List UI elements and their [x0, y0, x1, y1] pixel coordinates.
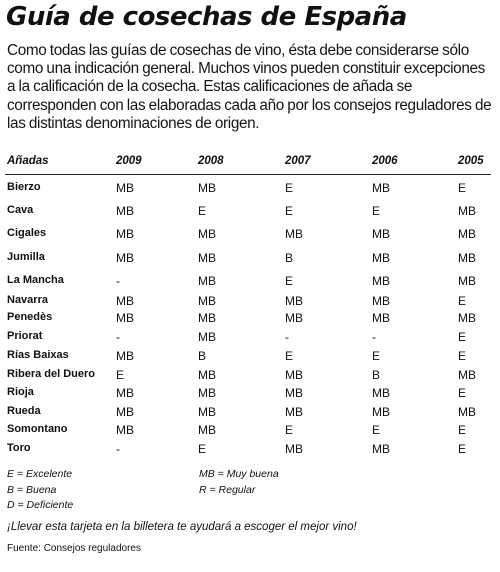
rating-cell-2009: MB: [116, 204, 134, 218]
rating-cell-2006: MB: [372, 386, 390, 400]
rating-cell-2005: MB: [458, 274, 476, 288]
rating-cell-2005: MB: [458, 368, 476, 382]
rating-cell-2007: E: [285, 181, 294, 195]
rating-cell-2008: MB: [198, 294, 216, 308]
row-region: Priorat: [7, 330, 43, 342]
table-row: [0, 405, 500, 423]
legend-regular: R = Regular: [199, 484, 256, 496]
rating-cell-2005: E: [458, 181, 467, 195]
rating-cell-2007: B: [285, 251, 294, 265]
rating-cell-2008: MB: [198, 423, 216, 437]
intro-paragraph: Como todas las guías de cosechas de vino, ésta debe considerarse sólo como una indicación general. Muchos vinos pueden constituir excepciones a la calificación de la cosecha. Estas calificaciones de añada se corresponden con las elaboradas cada año por los consejos reguladores de las distintas denominaciones de origen.: [7, 42, 492, 132]
rating-cell-2005: E: [458, 423, 467, 437]
row-region: Rueda: [7, 405, 41, 417]
rating-cell-2006: B: [372, 368, 381, 382]
row-region: Ribera del Duero: [7, 368, 96, 380]
rating-cell-2007: MB: [285, 386, 303, 400]
rating-cell-2008: E: [198, 442, 207, 456]
row-region: Rioja: [7, 386, 34, 398]
rating-cell-2007: MB: [285, 311, 303, 325]
rating-cell-2007: E: [285, 204, 294, 218]
rating-cell-2005: E: [458, 330, 467, 344]
rating-cell-2005: E: [458, 294, 467, 308]
row-region: Cava: [7, 204, 34, 216]
rating-cell-2005: MB: [458, 405, 476, 419]
rating-cell-2008: MB: [198, 227, 216, 241]
rating-cell-2006: E: [372, 349, 381, 363]
rating-cell-2008: E: [198, 204, 207, 218]
rating-cell-2007: E: [285, 423, 294, 437]
row-region: Jumilla: [7, 251, 45, 263]
tip-text: ¡Llevar esta tarjeta en la billetera te ayudará a escoger el mejor vino!: [7, 521, 357, 533]
legend-muy-buena: MB = Muy buena: [199, 468, 279, 480]
rating-cell-2009: MB: [116, 251, 134, 265]
table-row: [0, 386, 500, 404]
table-row: [0, 349, 500, 367]
rating-cell-2008: MB: [198, 368, 216, 382]
table-row: [0, 330, 500, 348]
header-divider: [5, 174, 491, 175]
rating-cell-2005: E: [458, 442, 467, 456]
rating-cell-2005: MB: [458, 311, 476, 325]
rating-cell-2005: E: [458, 386, 467, 400]
rating-cell-2006: MB: [372, 442, 390, 456]
source-note: Fuente: Consejos reguladores: [7, 543, 141, 554]
rating-cell-2008: MB: [198, 386, 216, 400]
rating-cell-2007: MB: [285, 442, 303, 456]
rating-cell-2006: MB: [372, 405, 390, 419]
table-row: [0, 181, 500, 199]
table-row: [0, 423, 500, 441]
table-row: [0, 274, 500, 292]
rating-cell-2006: MB: [372, 274, 390, 288]
table-row: [0, 442, 500, 460]
legend-excelente: E = Excelente: [7, 468, 73, 480]
row-region: Toro: [7, 442, 31, 454]
rating-cell-2006: MB: [372, 311, 390, 325]
row-region: Navarra: [7, 294, 48, 306]
rating-cell-2006: MB: [372, 227, 390, 241]
rating-cell-2007: -: [285, 330, 289, 344]
legend-buena: B = Buena: [7, 484, 57, 496]
rating-cell-2006: E: [372, 204, 381, 218]
rating-cell-2006: E: [372, 423, 381, 437]
rating-cell-2009: MB: [116, 386, 134, 400]
rating-cell-2009: -: [116, 274, 120, 288]
row-region: Cigales: [7, 227, 47, 239]
header-2009: 2009: [116, 155, 142, 167]
page-title: Guía de cosechas de España: [6, 2, 407, 32]
row-region: Rías Baixas: [7, 349, 69, 361]
rating-cell-2007: E: [285, 349, 294, 363]
legend-deficiente: D = Deficiente: [7, 499, 74, 511]
row-region: Penedès: [7, 311, 53, 323]
row-region: La Mancha: [7, 274, 64, 286]
rating-cell-2005: MB: [458, 251, 476, 265]
rating-cell-2005: E: [458, 349, 467, 363]
rating-cell-2009: MB: [116, 181, 134, 195]
table-row: [0, 227, 500, 245]
table-row: [0, 251, 500, 269]
rating-cell-2008: B: [198, 349, 207, 363]
rating-cell-2008: MB: [198, 330, 216, 344]
header-anadas: Añadas: [7, 155, 49, 167]
table-row: [0, 294, 500, 312]
rating-cell-2007: MB: [285, 405, 303, 419]
rating-cell-2009: -: [116, 330, 120, 344]
rating-cell-2009: MB: [116, 405, 134, 419]
rating-cell-2006: MB: [372, 294, 390, 308]
table-row: [0, 368, 500, 386]
rating-cell-2009: MB: [116, 227, 134, 241]
rating-cell-2008: MB: [198, 181, 216, 195]
rating-cell-2006: MB: [372, 251, 390, 265]
rating-cell-2007: E: [285, 274, 294, 288]
rating-cell-2009: -: [116, 442, 120, 456]
rating-cell-2005: MB: [458, 227, 476, 241]
rating-cell-2009: MB: [116, 423, 134, 437]
row-region: Somontano: [7, 423, 68, 435]
rating-cell-2006: -: [372, 330, 376, 344]
table-row: [0, 311, 500, 329]
header-2006: 2006: [372, 155, 398, 167]
rating-cell-2008: MB: [198, 405, 216, 419]
rating-cell-2008: MB: [198, 274, 216, 288]
header-2005: 2005: [458, 155, 484, 167]
rating-cell-2009: MB: [116, 294, 134, 308]
rating-cell-2007: MB: [285, 294, 303, 308]
rating-cell-2008: MB: [198, 251, 216, 265]
rating-cell-2007: MB: [285, 368, 303, 382]
rating-cell-2006: MB: [372, 181, 390, 195]
rating-cell-2005: MB: [458, 204, 476, 218]
rating-cell-2008: MB: [198, 311, 216, 325]
rating-cell-2007: MB: [285, 227, 303, 241]
row-region: Bierzo: [7, 181, 41, 193]
header-2008: 2008: [198, 155, 224, 167]
rating-cell-2009: MB: [116, 349, 134, 363]
header-2007: 2007: [285, 155, 311, 167]
rating-cell-2009: E: [116, 368, 125, 382]
rating-cell-2009: MB: [116, 311, 134, 325]
table-row: [0, 204, 500, 222]
